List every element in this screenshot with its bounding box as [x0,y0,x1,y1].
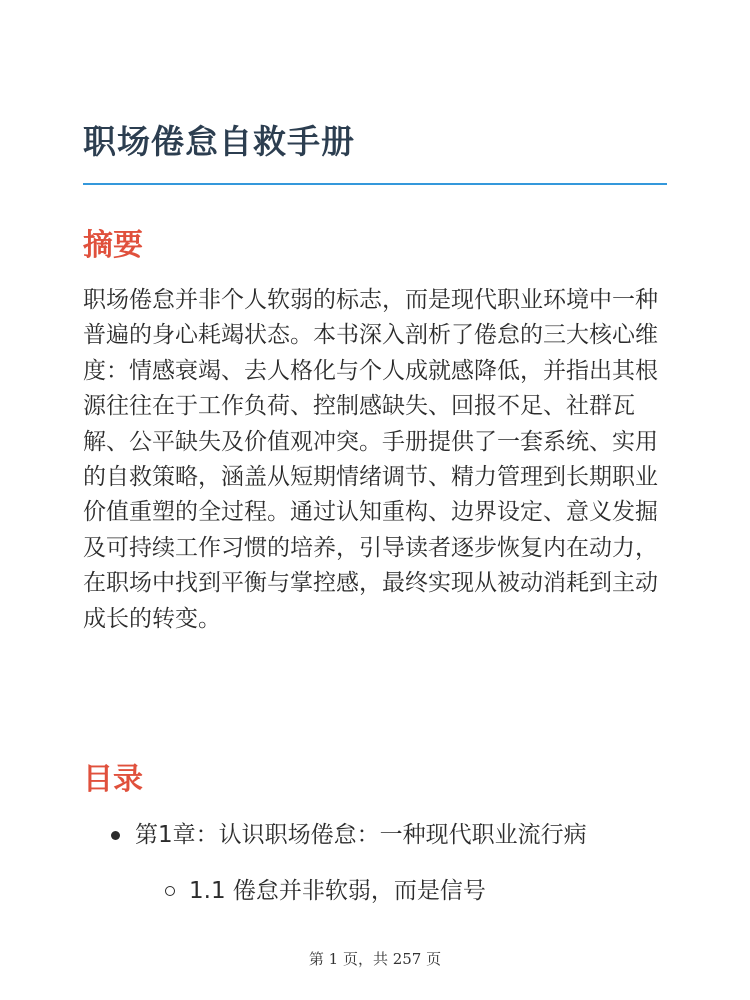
document-title: 职场倦怠自救手册 [83,122,355,161]
toc-heading: 目录 [83,762,143,797]
abstract-heading: 摘要 [83,228,143,263]
toc-item-label: 第1章：认识职场倦怠：一种现代职业流行病 [135,822,587,848]
toc-item-chapter-1[interactable] [83,812,683,858]
bullet-circle-icon [165,886,175,896]
toc-item-section-1-1[interactable] [83,868,683,914]
title-divider [83,183,667,185]
abstract-paragraph: 职场倦怠并非个人软弱的标志，而是现代职业环境中一种普遍的身心耗竭状态。本书深入剖析了倦怠的三大核心维度：情感衰竭、去人格化与个人成就感降低，并指出其根源往往在于工作负荷、控制感缺失、回报不足、社群瓦解、公平缺失及价值观冲突。手册提供了一套系统、实用的自救策略，涵盖从短期情绪调节、精力管理到长期职业价值重塑的全过程。通过认知重构、边界设定、意义发掘及可持续工作习惯的培养，引导读者逐步恢复内在动力，在职场中找到平衡与掌控感，最终实现从被动消耗到主动成长的转变。 [83,287,658,632]
page-number-footer: 第 1 页，共 257 页 [308,950,442,968]
bullet-disc-icon [111,831,120,840]
toc-item-label: 1.1 倦怠并非软弱，而是信号 [189,878,486,904]
toc-list [83,812,683,914]
